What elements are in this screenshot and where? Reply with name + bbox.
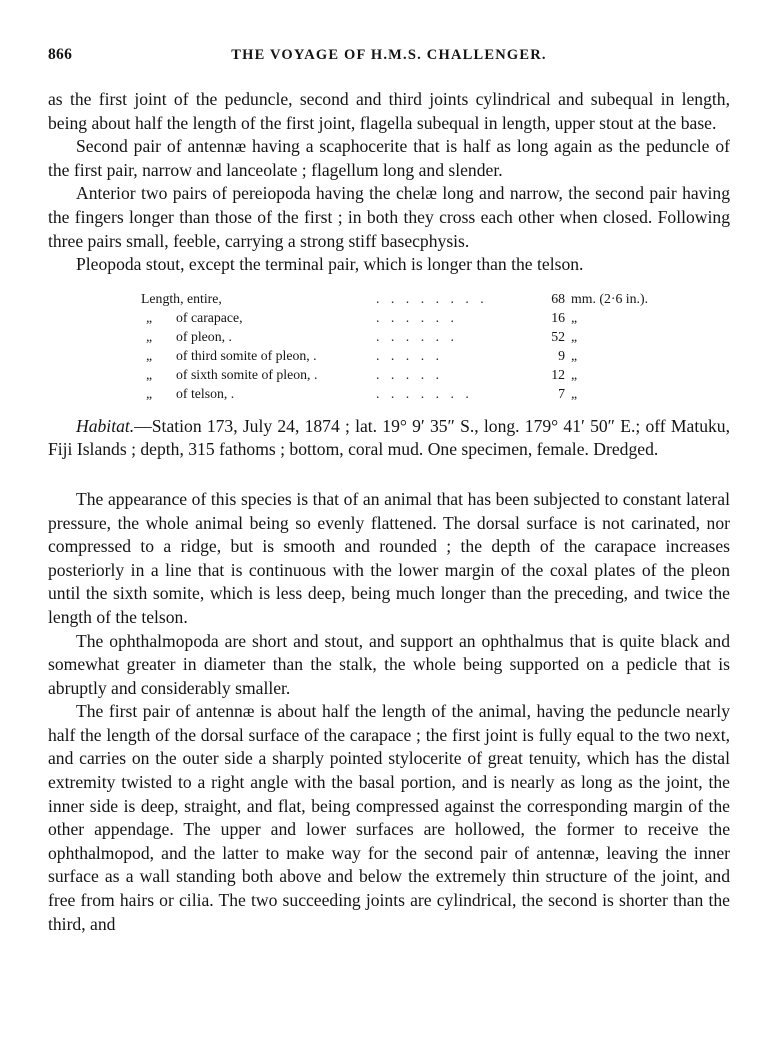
ditto-mark: „ [146, 309, 153, 325]
measurement-row [141, 384, 648, 403]
running-head [48, 46, 730, 64]
paragraph-appearance: The appearance of this species is that of an animal that has been subjected to constant lateral pressure, the whole animal being so evenly flattened. The dorsal surface is not carinated, nor compressed to a ridge, but is smooth and rounded ; the depth of the carapace increases posteriorly in a line that is continuous with the lower margin of the coxal plates of the pleon until the sixth somite, which is less deep, being much longer than the preceding, and twice the length of the telson. [48, 488, 730, 627]
paragraph-continuation: as the first joint of the peduncle, second and third joints cylindrical and subequal in length, being about half the length of the first joint, flagella subequal in length, upper stout at the base. [48, 89, 730, 133]
leader-dots: . . . . . . . . [376, 290, 488, 306]
habitat-label: Habitat. [76, 415, 135, 436]
measurement-row [141, 365, 648, 384]
leader-dots: . . . . . . [376, 328, 458, 344]
measurement-unit: „ [571, 347, 578, 363]
measurement-row [141, 327, 648, 346]
measurement-label: of sixth somite of pleon, . [176, 366, 318, 382]
ditto-mark: „ [146, 328, 153, 344]
measurement-label: of pleon, . [176, 328, 232, 344]
measurement-value: 68 [551, 290, 565, 306]
measurement-label: of third somite of pleon, . [176, 347, 317, 363]
paragraph-pleopoda: Pleopoda stout, except the terminal pair, which is longer than the telson. [76, 254, 584, 275]
measurement-label: of carapace, [176, 309, 243, 325]
measurement-value: 12 [551, 366, 565, 382]
measurement-row [141, 308, 648, 327]
running-title: THE VOYAGE OF H.M.S. CHALLENGER. [231, 47, 547, 63]
measurement-row [141, 346, 648, 365]
measurement-value: 9 [558, 347, 565, 363]
measurement-row [141, 289, 648, 308]
leader-dots: . . . . . [376, 347, 444, 363]
habitat-text: —Station 173, July 24, 1874 ; lat. 19° 9′ 35″ S., long. 179° 41′ 50″ E.; off Matuku, Fiji Islands ; depth, 315 fathoms ; bottom, coral mud. One specimen, female. Dredged. [48, 415, 730, 460]
ditto-mark: „ [146, 366, 153, 382]
measurement-label: of telson, . [176, 385, 235, 401]
measurement-unit: „ [571, 366, 578, 382]
measurement-unit: „ [571, 328, 578, 344]
section-gap [48, 462, 730, 488]
ditto-mark: „ [146, 385, 153, 401]
measurement-label: Length, entire, [141, 290, 222, 306]
measurement-value: 52 [551, 328, 565, 344]
measurement-unit: „ [571, 309, 578, 325]
measurement-value: 7 [558, 385, 565, 401]
measurement-value: 16 [551, 309, 565, 325]
ditto-mark: „ [146, 347, 153, 363]
paragraph-first-antennae: The first pair of antennæ is about half the length of the animal, having the peduncle nearly half the length of the dorsal surface of the carapace ; the first joint is fully equal to the two next, and carries on the outer side a sharply pointed stylocerite of great tenuity, which has the distal extremity twisted to a right angle with the basal portion, and is nearly as long as the joint, the inner side is deep, straight, and flat, being compressed against the corresponding margin of the other appendage. The upper and lower surfaces are hollowed, the former to receive the ophthalmopod, and the latter to make way for the second pair of antennæ, leaving the inner surface as a wall standing both above and below the extremely thin structure of the joint, and free from hairs or cilia. The two succeeding joints are cylindrical, the second is shorter than the third, and [48, 701, 730, 934]
measurement-unit: mm. (2·6 in.). [571, 290, 649, 306]
page-number: 866 [48, 46, 73, 63]
leader-dots: . . . . . . [376, 309, 458, 325]
measurement-unit: „ [571, 385, 578, 401]
page-body [48, 88, 730, 936]
leader-dots: . . . . . [376, 366, 444, 382]
habitat-paragraph [48, 415, 730, 462]
paragraph-second-antennae: Second pair of antennæ having a scaphocerite that is half as long again as the peduncle of the first pair, narrow and lanceolate ; flagellum long and slender. [48, 136, 730, 180]
paragraph-ophthalmopoda: The ophthalmopoda are short and stout, and support an ophthalmus that is quite black and somewhat greater in diameter than the stalk, the whole being supported on a pedicle that is abruptly and considerably smaller. [48, 630, 730, 698]
leader-dots: . . . . . . . [376, 385, 473, 401]
paragraph-pereiopoda: Anterior two pairs of pereiopoda having the chelæ long and narrow, the second pair having the fingers longer than those of the first ; in both they cross each other when closed. Following three pairs small, feeble, carrying a strong stiff basecphysis. [48, 183, 730, 251]
measurements-table [141, 289, 648, 403]
